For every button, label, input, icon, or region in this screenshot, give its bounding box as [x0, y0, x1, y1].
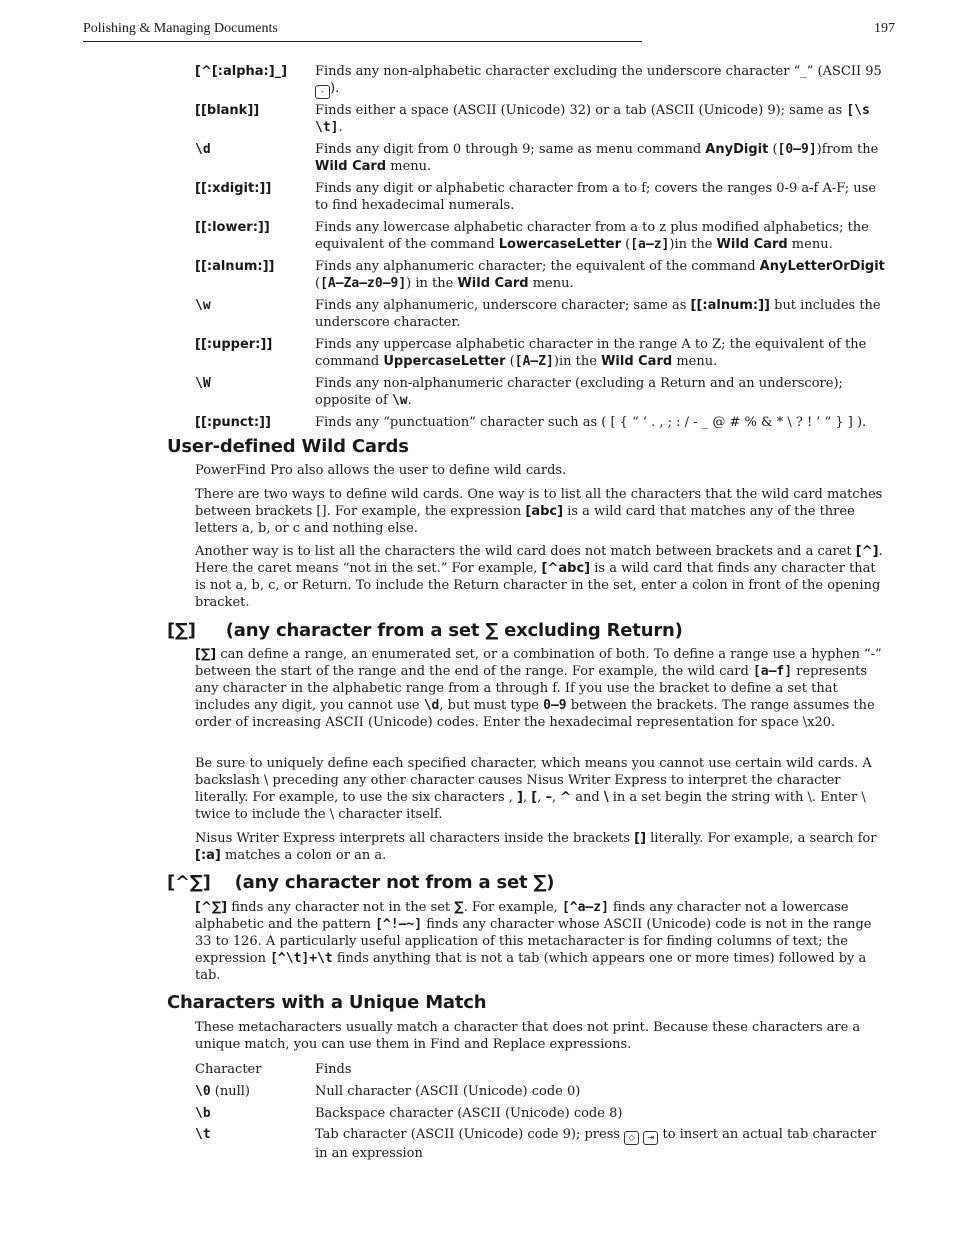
def-desc: Finds any lowercase alphabetic character from a to z plus modified alphabetics; the equivalent of the command LowercaseLetter ([a–z])in the Wild Card menu. — [315, 220, 869, 252]
section-heading: [^∑] (any character not from a set ∑) — [167, 872, 555, 893]
page-number: 197 — [874, 21, 895, 36]
paragraph: There are two ways to define wild cards. One way is to list all the characters that the wild card matches between brackets []. For example, the expression [abc] is a wild card that matches any of the three letters a, b, or c and nothing else. — [195, 487, 883, 536]
table-row-code: \0 (null) — [195, 1084, 250, 1099]
tab-key-icon: ⇥ — [643, 1131, 658, 1145]
table-header-character: Character — [195, 1062, 262, 1077]
section-heading: Characters with a Unique Match — [167, 992, 487, 1013]
paragraph: Nisus Writer Express interprets all characters inside the brackets [] literally. For example, a search for [:a] matches a colon or an a. — [195, 831, 877, 863]
paragraph: These metacharacters usually match a character that does not print. Because these characters are a unique match, you can use them in Find and Replace expressions. — [195, 1020, 861, 1052]
def-desc: Finds any alphanumeric, underscore character; same as [[:alnum:]] but includes the underscore character. — [315, 298, 881, 330]
def-desc: Finds any “punctuation” character such as ( [ { “ ‘ . , ; : / - _ @ # % & * \ ? ! ’ ” } ] ). — [315, 415, 867, 430]
def-desc: Finds any alphanumeric character; the equivalent of the command AnyLetterOrDigit ([A–Za–z0–9]) in the Wild Card menu. — [315, 259, 885, 291]
table-row-desc: Null character (ASCII (Unicode) code 0) — [315, 1084, 581, 1099]
table-row-desc: Backspace character (ASCII (Unicode) code 8) — [315, 1106, 623, 1121]
def-desc: Finds any non-alphabetic character excluding the underscore character “_” (ASCII 95 - ). — [315, 63, 885, 99]
paragraph: [∑] can define a range, an enumerated set, or a combination of both. To define a range use a hyphen “-” between the start of the range and the end of the range. For example, the wild card [a–f] represents any character in the alphabetic range from a through f. If you use the bracket to define a set that includes any digit, you cannot use \d, but must type 0–9 between the brackets. The range assumes the order of increasing ASCII (Unicode) codes. Enter the hexadecimal representation for space \x20. — [195, 647, 882, 730]
table-header-finds: Finds — [315, 1062, 352, 1077]
key-minus-icon: - — [315, 85, 330, 99]
def-term: [[blank]] — [195, 103, 260, 118]
def-term: [[:punct:]] — [195, 415, 271, 430]
def-term: \w — [195, 298, 211, 313]
header-rule — [83, 41, 642, 42]
table-row-code: \b — [195, 1106, 211, 1121]
def-term: [[:upper:]] — [195, 337, 273, 352]
paragraph: [^∑] finds any character not in the set ∑. For example, [^a–z] finds any character not a lowercase alphabetic and the pattern [^!–~] finds any character whose ASCII (Unicode) code is not in the range 33 to 126. A particularly useful application of this metacharacter is for finding columns of text; the expression [^\t]+\t finds anything that is not a tab (which appears one or more times) followed by a tab. — [195, 900, 872, 983]
def-term: [[:alnum:]] — [195, 259, 275, 274]
def-desc: Finds any digit or alphabetic character from a to f; covers the ranges 0-9 a-f A-F; use to find hexadecimal numerals. — [315, 181, 877, 213]
running-header-title: Polishing & Managing Documents — [83, 21, 278, 36]
table-row-code: \t — [195, 1127, 211, 1142]
paragraph: PowerFind Pro also allows the user to define wild cards. — [195, 463, 567, 478]
def-term: \d — [195, 142, 211, 157]
def-desc: Finds any uppercase alphabetic character in the range A to Z; the equivalent of the command UppercaseLetter ([A–Z])in the Wild Card menu. — [315, 337, 867, 369]
section-heading: [∑] (any character from a set ∑ excluding Return) — [167, 620, 683, 641]
def-term: [[:xdigit:]] — [195, 181, 272, 196]
table-row-desc: Tab character (ASCII (Unicode) code 9); press ◇ ⇥ to insert an actual tab character in an expression — [315, 1127, 877, 1161]
def-term: [[:lower:]] — [195, 220, 270, 235]
def-desc: Finds either a space (ASCII (Unicode) 32) or a tab (ASCII (Unicode) 9); same as [\s \t]. — [315, 103, 870, 135]
def-desc: Finds any non-alphanumeric character (excluding a Return and an underscore); opposite of \w. — [315, 376, 843, 408]
option-key-icon: ◇ — [624, 1131, 639, 1145]
paragraph: Another way is to list all the characters the wild card does not match between brackets and a caret [^]. Here the caret means “not in the set.” For example, [^abc] is a wild card that finds any character that is not a, b, c, or Return. To include the Return character in the set, enter a colon in front of the opening bracket. — [195, 544, 883, 610]
paragraph: Be sure to uniquely define each specified character, which means you cannot use certain wild cards. A backslash \ preceding any other character causes Nisus Writer Express to interpret the character literally. For example, to use the six characters , ], [, –, ^ and \ in a set begin the string with \. Enter \ twice to include the \ character itself. — [195, 756, 872, 822]
section-heading: User-defined Wild Cards — [167, 436, 409, 457]
def-term: [^[:alpha:]_] — [195, 64, 288, 79]
def-desc: Finds any digit from 0 through 9; same as menu command AnyDigit ([0–9])from the Wild Card menu. — [315, 142, 879, 174]
def-term: \W — [195, 376, 211, 391]
